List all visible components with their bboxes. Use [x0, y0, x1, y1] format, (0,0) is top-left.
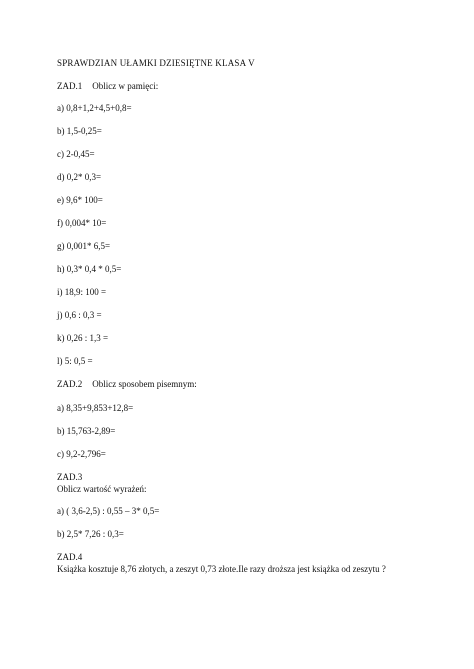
task-2-item-c: c) 9,2-2,796= — [57, 449, 106, 459]
task-1-item-j: j) 0,6 : 0,3 = — [57, 310, 102, 320]
task-4-text: Książka kosztuje 8,76 złotych, a zeszyt 0,73 złote.Ile razy droższa jest książka od zeszytu ? — [57, 564, 386, 574]
task-1-instruction: Oblicz w pamięci: — [92, 81, 159, 91]
task-2-item-a: a) 8,35+9,853+12,8= — [57, 403, 134, 413]
task-4-label: ZAD.4 — [57, 552, 83, 562]
task-1-item-h: h) 0,3* 0,4 * 0,5= — [57, 264, 122, 274]
task-2-label: ZAD.2 — [57, 379, 83, 389]
task-2-header — [57, 379, 197, 390]
task-1-item-i: i) 18,9: 100 = — [57, 287, 107, 297]
task-1-header — [57, 81, 158, 92]
task-1-item-c: c) 2-0,45= — [57, 149, 95, 159]
task-2-item-b: b) 15,763-2,89= — [57, 426, 116, 436]
task-3-item-a: a) ( 3,6-2,5) : 0,55 – 3* 0,5= — [57, 506, 160, 516]
task-1-item-f: f) 0,004* 10= — [57, 218, 107, 228]
worksheet-title: SPRAWDZIAN UŁAMKI DZIESIĘTNE KLASA V — [57, 58, 255, 68]
task-1-item-e: e) 9,6* 100= — [57, 195, 103, 205]
task-3-label: ZAD.3 — [57, 472, 83, 482]
task-3-item-b: b) 2,5* 7,26 : 0,3= — [57, 529, 124, 539]
task-1-item-g: g) 0,001* 6,5= — [57, 241, 111, 251]
task-1-label: ZAD.1 — [57, 81, 83, 91]
task-1-item-d: d) 0,2* 0,3= — [57, 172, 102, 182]
task-3-instruction: Oblicz wartość wyrażeń: — [57, 484, 147, 494]
task-1-item-k: k) 0,26 : 1,3 = — [57, 333, 109, 343]
task-2-instruction: Oblicz sposobem pisemnym: — [92, 379, 197, 389]
task-1-item-b: b) 1,5-0,25= — [57, 126, 102, 136]
task-1-item-l: l) 5: 0,5 = — [57, 356, 93, 366]
task-1-item-a: a) 0,8+1,2+4,5+0,8= — [57, 103, 132, 113]
